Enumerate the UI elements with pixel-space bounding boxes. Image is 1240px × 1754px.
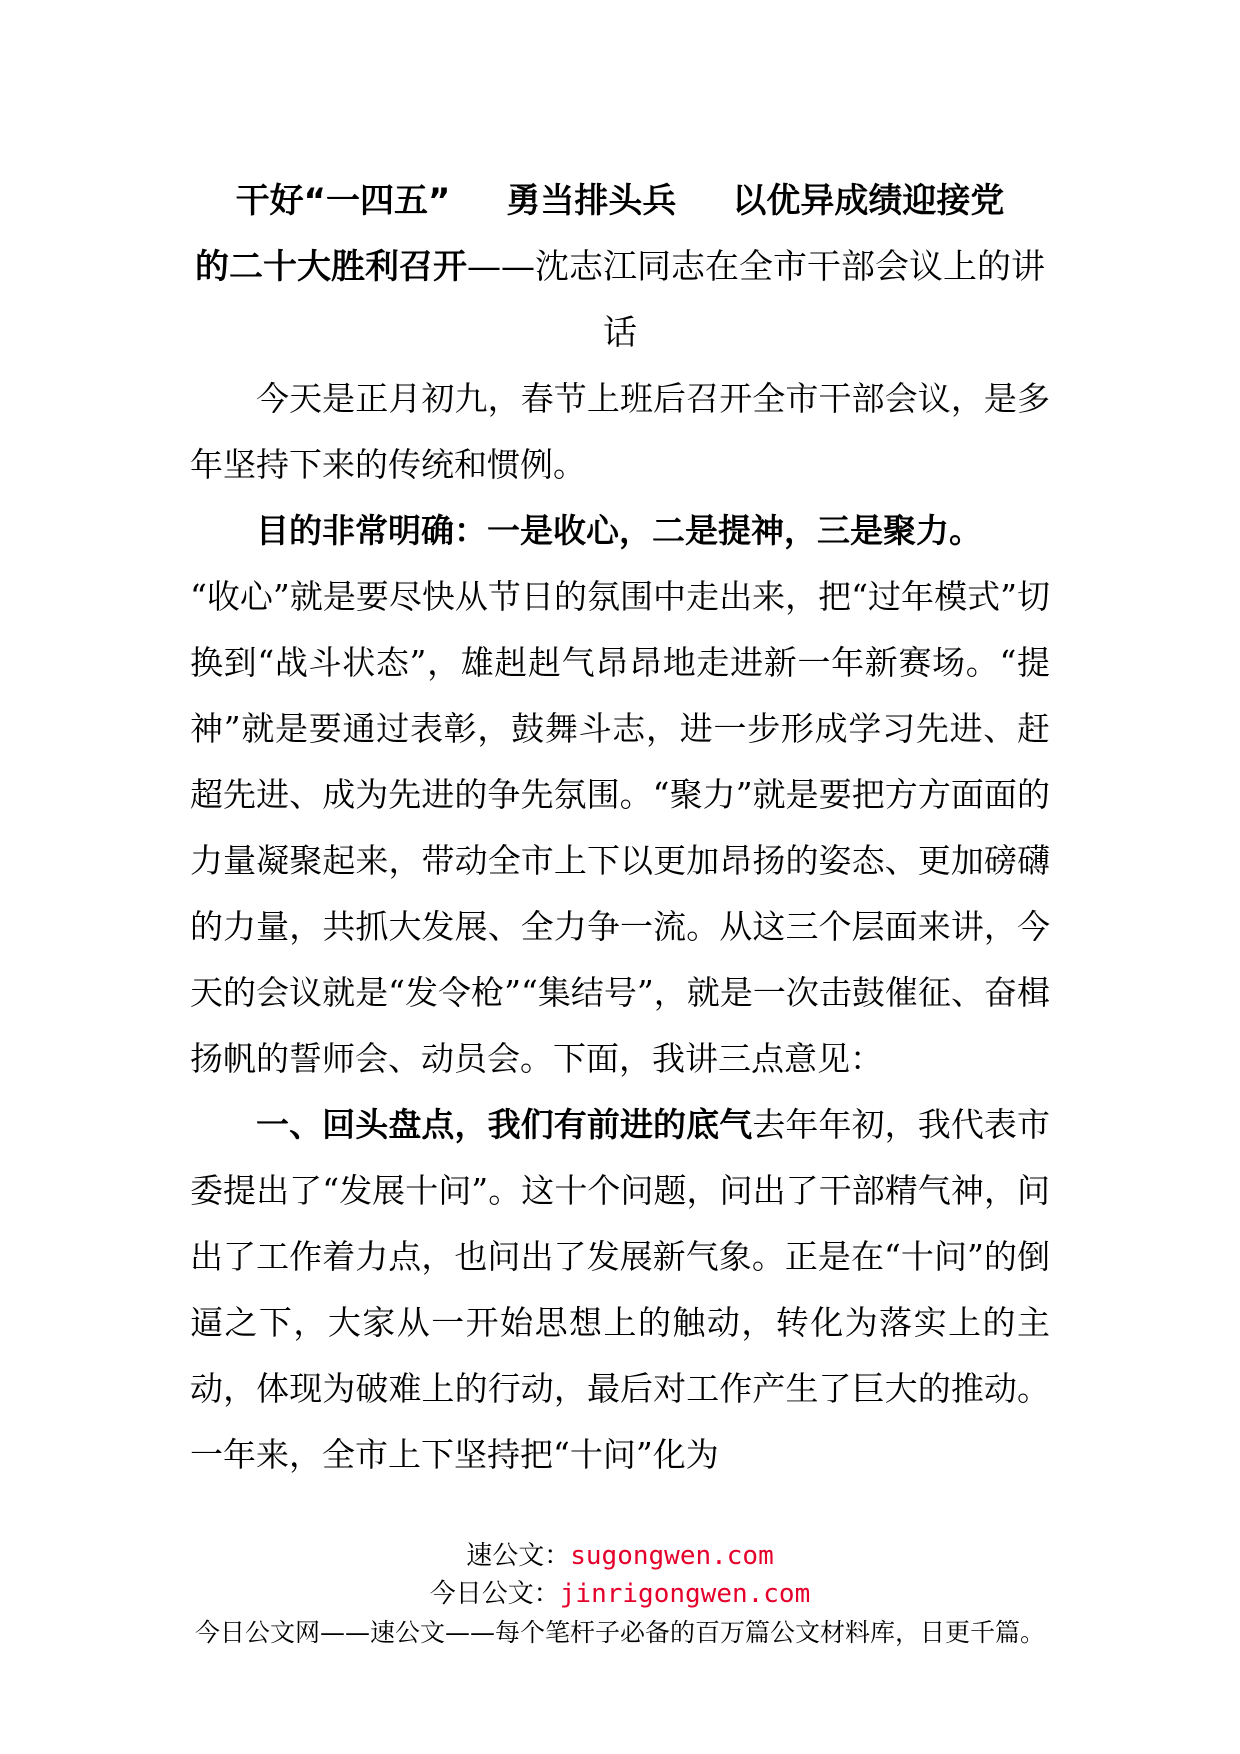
section-one-body: 去年年初，我代表市委提出了“发展十问”。这十个问题，问出了干部精气神，问出了工作着力点，也问出了发展新气象。正是在“十问”的倒逼之下，大家从一开始思想上的触动，转化为落实上的主动，体现为破难上的行动，最后对工作产生了巨大的推动。一年来，全市上下坚持把“十问”化为	[190, 1105, 1051, 1474]
paragraph-purpose-heading	[190, 498, 1050, 564]
title-part-3: 以优异成绩迎接党	[732, 181, 1005, 221]
footer-sugongwen-link[interactable]: sugongwen.com	[570, 1541, 774, 1571]
paragraph-purpose-body: “收心”就是要尽快从节日的氛围中走出来，把“过年模式”切换到“战斗状态”，雄赳赳气昂昂地走进新一年新赛场。“提神”就是要通过表彰，鼓舞斗志，进一步形成学习先进、赶超先进、成为先进的争先氛围。“聚力”就是要把方方面面的力量凝聚起来，带动全市上下以更加昂扬的姿态、更加磅礴的力量，共抓大发展、全力争一流。从这三个层面来讲，今天的会议就是“发令枪”“集结号”，就是一次击鼓催征、奋楫扬帆的誓师会、动员会。下面，我讲三点意见：	[190, 577, 1050, 1078]
title-subtitle-end: 话	[603, 313, 637, 353]
title-part-1: 干好“一四五”	[235, 181, 451, 221]
title-subtitle: ——沈志江同志在全市干部会议上的讲	[467, 247, 1045, 287]
document-title	[190, 168, 1050, 366]
section-one-heading: 一、回头盘点，我们有前进的底气	[256, 1105, 753, 1144]
title-part-4: 的二十大胜利召开	[195, 247, 467, 287]
footer-sugongwen	[0, 1538, 1240, 1574]
paragraph-section-one	[190, 1092, 1050, 1488]
footer-sugongwen-label: 速公文：	[466, 1541, 571, 1571]
paragraph-intro: 今天是正月初九，春节上班后召开全市干部会议，是多年坚持下来的传统和惯例。	[190, 379, 1050, 484]
purpose-heading: 目的非常明确：一是收心，二是提神，三是聚力。	[256, 511, 982, 550]
footer-tagline: 今日公文网——速公文——每个笔杆子必备的百万篇公文材料库，日更千篇。	[194, 1618, 1045, 1647]
footer-jinrigongwen	[0, 1576, 1240, 1612]
footer-jinrigongwen-label: 今日公文：	[429, 1579, 560, 1609]
title-part-2: 勇当排头兵	[506, 181, 677, 221]
document-body	[190, 168, 1050, 1488]
footer-jinrigongwen-link[interactable]: jinrigongwen.com	[559, 1579, 811, 1609]
